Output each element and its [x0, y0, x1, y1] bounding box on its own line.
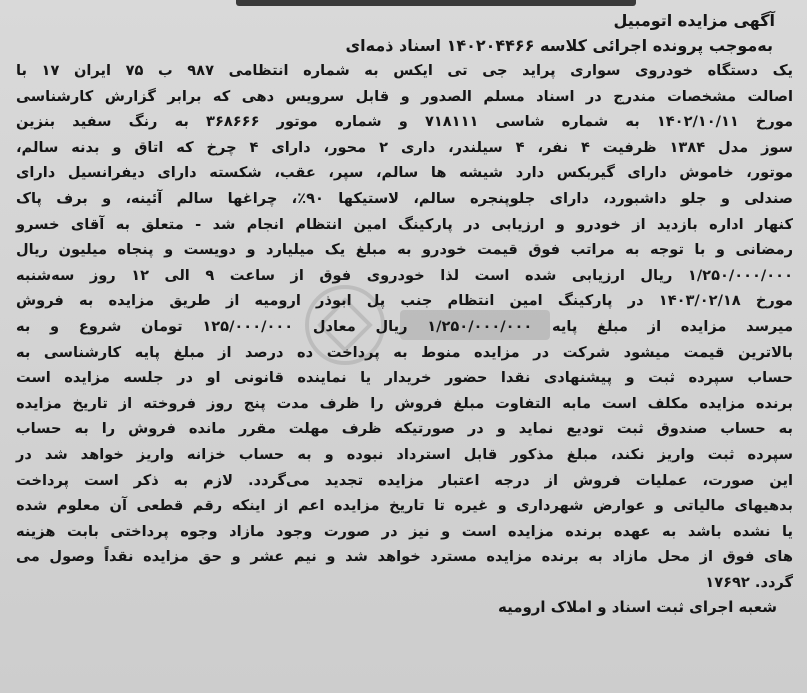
- notice-body-line: موتور، خاموش دارای گیربکس دارد شیشه ها سالم، سپر، عقب، شکسته دارای دیفرانسیل دارای: [16, 164, 793, 182]
- notice-body-line: یا نشده باشد به عهده برنده مزایده است و نیز در صورت وجود مازاد وجوه پرداختی بابت هزینه: [16, 522, 793, 540]
- notice-body-line: این صورت، عملیات فروش از درجه اعتبار مزایده تجدید می‌گردد. لازم به ذکر است پرداخت: [16, 471, 793, 489]
- notice-signature: شعبه اجرای ثبت اسناد و املاک ارومیه: [497, 598, 777, 617]
- notice-body-line: ۱/۲۵۰/۰۰۰/۰۰۰ ریال ارزیابی شده است لذا خودروی فوق از ساعت ۹ الی ۱۲ روز سه‌شنبه: [16, 266, 793, 284]
- notice-body-line: صندلی و جلو داشبورد، دارای جلوپنجره سالم، لاستیکها ۹۰٪، چراغها سالم آئینه، و برف پاک: [16, 189, 793, 207]
- notice-body-line: برنده مزایده مکلف است مابه التفاوت مبلغ فروش را ظرف مدت پنج روز فروخته از تاریخ مزایده: [16, 394, 793, 412]
- notice-title: آگهی مزایده اتومبیل: [613, 11, 775, 30]
- notice-body-line: اصالت مشخصات مندرج در اسناد مسلم الصدور و قابل سرویس دهی که برابر گزارش کارشناسی: [16, 87, 793, 105]
- notice-body-line: سپرده ثبت واریز نکند، مبلغ مذکور قابل استرداد نبوده و به حساب خزانه واریز خواهد شد در: [16, 445, 793, 463]
- notice-body-line: های فوق از محل مازاد به برنده مزایده مسترد خواهد شد و نیم عشر و حق مزایده نقداً وصول می: [16, 548, 793, 566]
- notice-body-line: گردد. ۱۷۶۹۲: [705, 573, 793, 591]
- notice-body-line: بالاترین قیمت میشود شرکت در مزایده منوط به پرداخت ده درصد از مبلغ پایه کارشناسی به: [16, 343, 793, 361]
- notice-body-line: مورخ ۱۴۰۳/۰۲/۱۸ در پارکینگ امین انتظام جنب پل ابوذر ارومیه از طریق مزایده به فروش: [16, 292, 793, 310]
- notice-body-line: میرسد مزایده از مبلغ پایه ۱/۲۵۰/۰۰۰/۰۰۰ ریال معادل ۱۲۵/۰۰۰/۰۰۰ تومان شروع و به: [16, 317, 794, 335]
- notice-body-line: سوز مدل ۱۳۸۴ ظرفیت ۴ نفر، ۴ سیلندر، داری ۲ محور، دارای ۴ چرخ که اتاق و بدنه سالم،: [16, 138, 793, 156]
- notice-body-line: بدهیهای مالیاتی و عوارض شهرداری و غیره تا تاریخ مزایده اعم از اینکه رقم قطعی آن معلوم شده: [16, 497, 793, 515]
- notice-body-line: به حساب صندوق ثبت تودیع نماید و در صورتیکه ظرف مهلت مقرر مانده فروش را به حساب: [16, 420, 793, 438]
- notice-subtitle: به‌موجب پرونده اجرائی کلاسه ۱۴۰۲۰۴۴۶۶ اسناد ذمه‌ای: [345, 36, 773, 55]
- notice-body-line: کنهار اداره بازدید از خودرو و ارزیابی در پارکینگ امین انتظام انجام شد - متعلق به آقای خسرو: [16, 215, 793, 233]
- notice-body-line: حساب سپرده ثبت و پیشنهادی نقدا حضور خریدار یا نماینده قانونی او در جلسه مزایده است: [16, 369, 793, 387]
- notice-body: [16, 58, 793, 595]
- notice-body-line: رمضانی و با توجه به مراتب فوق قیمت خودرو به مبلغ یک میلیارد و دویست و پنجاه میلیون ریال: [16, 241, 793, 259]
- notice-body-line: مورخ ۱۴۰۲/۱۰/۱۱ به شماره شاسی ۷۱۸۱۱۱ و شماره موتور ۳۶۸۶۶۶ به رنگ سفید بنزین: [16, 113, 793, 131]
- notice-body-line: یک دستگاه خودروی سواری پراید جی تی ایکس به شماره انتظامی ۹۸۷ ب ۷۵ ایران ۱۷ با: [16, 62, 794, 79]
- auction-notice: [16, 6, 793, 619]
